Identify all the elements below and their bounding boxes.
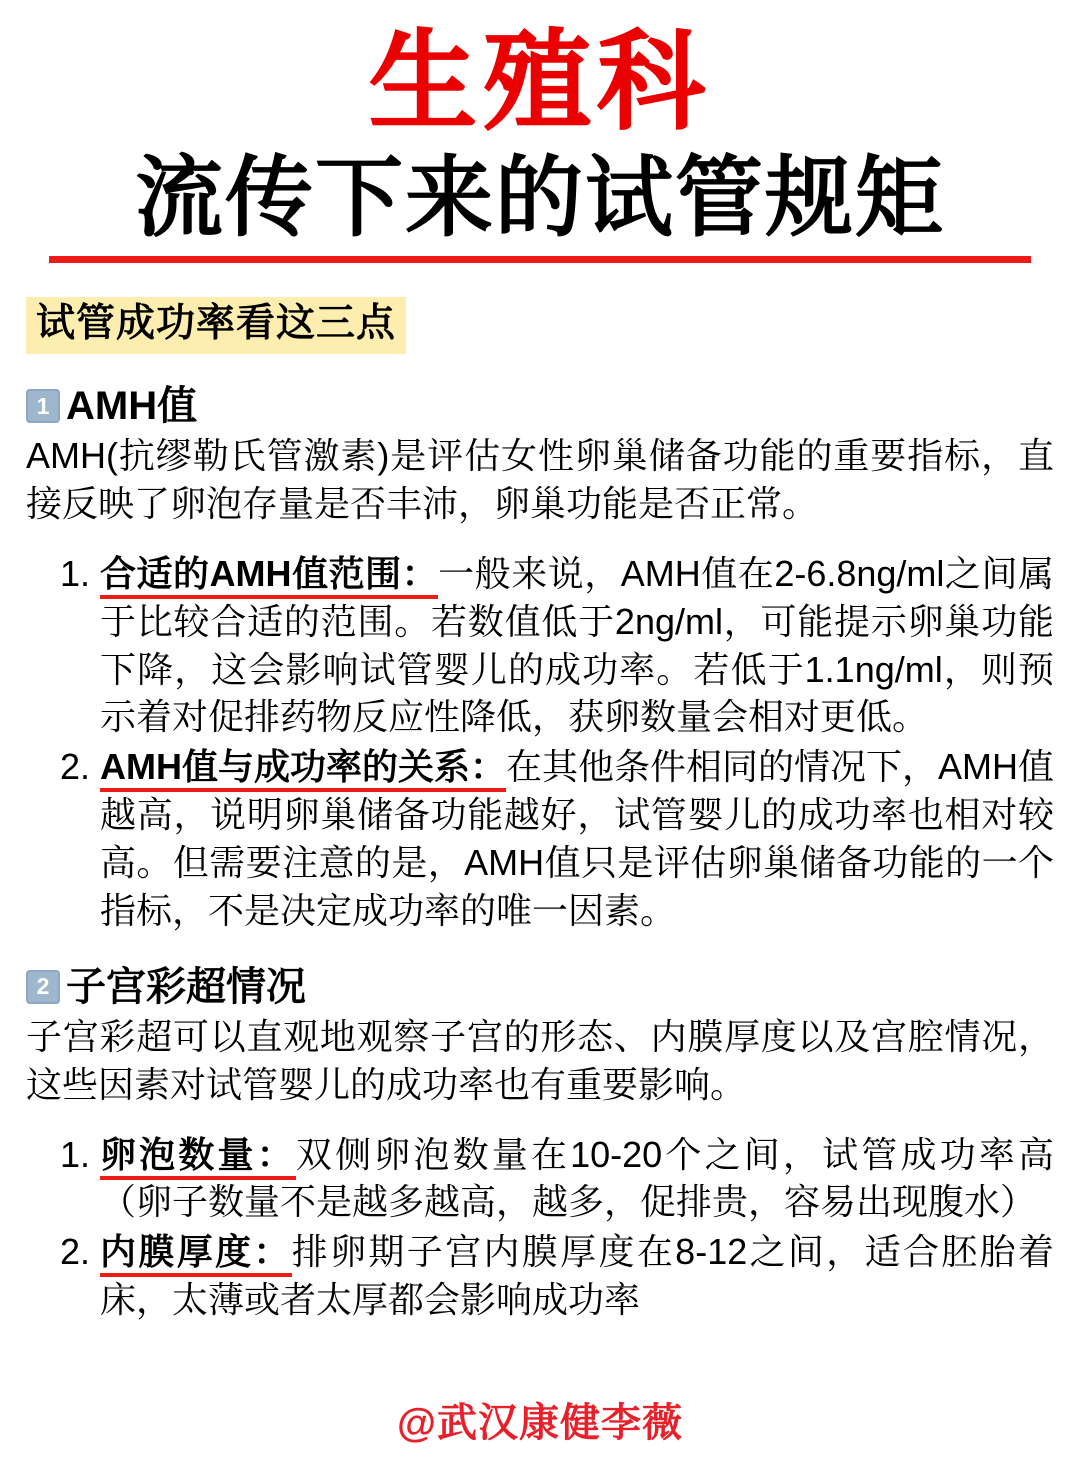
poster-page xyxy=(0,19,1080,1466)
list-item-text: 一般来说，AMH值在2-6.8ng/ml之间属于比较合适的范围。若数值低于2ng/ml，可能提示卵巢功能下降，这会影响试管婴儿的成功率。若低于1.1ng/ml，则预示着对促排药物反应性降低，获卵数量会相对更低。 xyxy=(100,552,1054,738)
list-item-lead: 内膜厚度： xyxy=(100,1231,292,1277)
list-item-text: 双侧卵泡数量在10-20个之间，试管成功率高（卵子数量不是越多越高，越多，促排贵，容易出现腹水） xyxy=(100,1133,1054,1223)
list-item-text: 排卵期子宫内膜厚度在8-12之间，适合胚胎着床，太薄或者太厚都会影响成功率 xyxy=(100,1231,1054,1321)
section-intro: AMH(抗缪勒氏管激素)是评估女性卵巢储备功能的重要指标，直接反映了卵泡存量是否丰沛，卵巢功能是否正常。 xyxy=(26,435,1054,524)
number-badge-icon: 2 xyxy=(26,970,60,1004)
list-item-text: 在其他条件相同的情况下，AMH值越高，说明卵巢储备功能越好，试管婴儿的成功率也相对较高。但需要注意的是，AMH值只是评估卵巢储备功能的一个指标，不是决定成功率的唯一因素。 xyxy=(100,746,1054,931)
section-uterine-ultrasound xyxy=(26,965,1054,1324)
page-title-main: 生殖科 xyxy=(368,19,711,145)
section-amh xyxy=(26,384,1054,935)
list-item-lead: 合适的AMH值范围： xyxy=(100,553,438,599)
list-item xyxy=(100,1228,1054,1324)
list-item xyxy=(100,550,1054,742)
section-intro: 子宫彩超可以直观地观察子宫的形态、内膜厚度以及宫腔情况，这些因素对试管婴儿的成功率也有重要影响。 xyxy=(26,1015,1054,1105)
title-underline xyxy=(49,256,1031,263)
author-handle: @武汉康健李薇 xyxy=(396,1401,683,1445)
section-header xyxy=(26,965,1054,1009)
section-item-list xyxy=(26,550,1054,935)
list-item-lead: 卵泡数量： xyxy=(100,1134,296,1180)
section-title: 子宫彩超情况 xyxy=(66,964,306,1009)
page-title-sub: 流传下来的试管规矩 xyxy=(134,145,945,250)
number-badge-icon: 1 xyxy=(26,389,60,423)
list-item-lead: AMH值与成功率的关系： xyxy=(100,746,506,792)
section-header xyxy=(26,384,1054,428)
section-item-list xyxy=(26,1131,1054,1325)
highlight-banner: 试管成功率看这三点 xyxy=(26,297,406,354)
list-item xyxy=(100,743,1054,935)
section-title: AMH值 xyxy=(66,384,198,429)
highlight-row xyxy=(26,297,1054,354)
list-item xyxy=(100,1131,1054,1227)
